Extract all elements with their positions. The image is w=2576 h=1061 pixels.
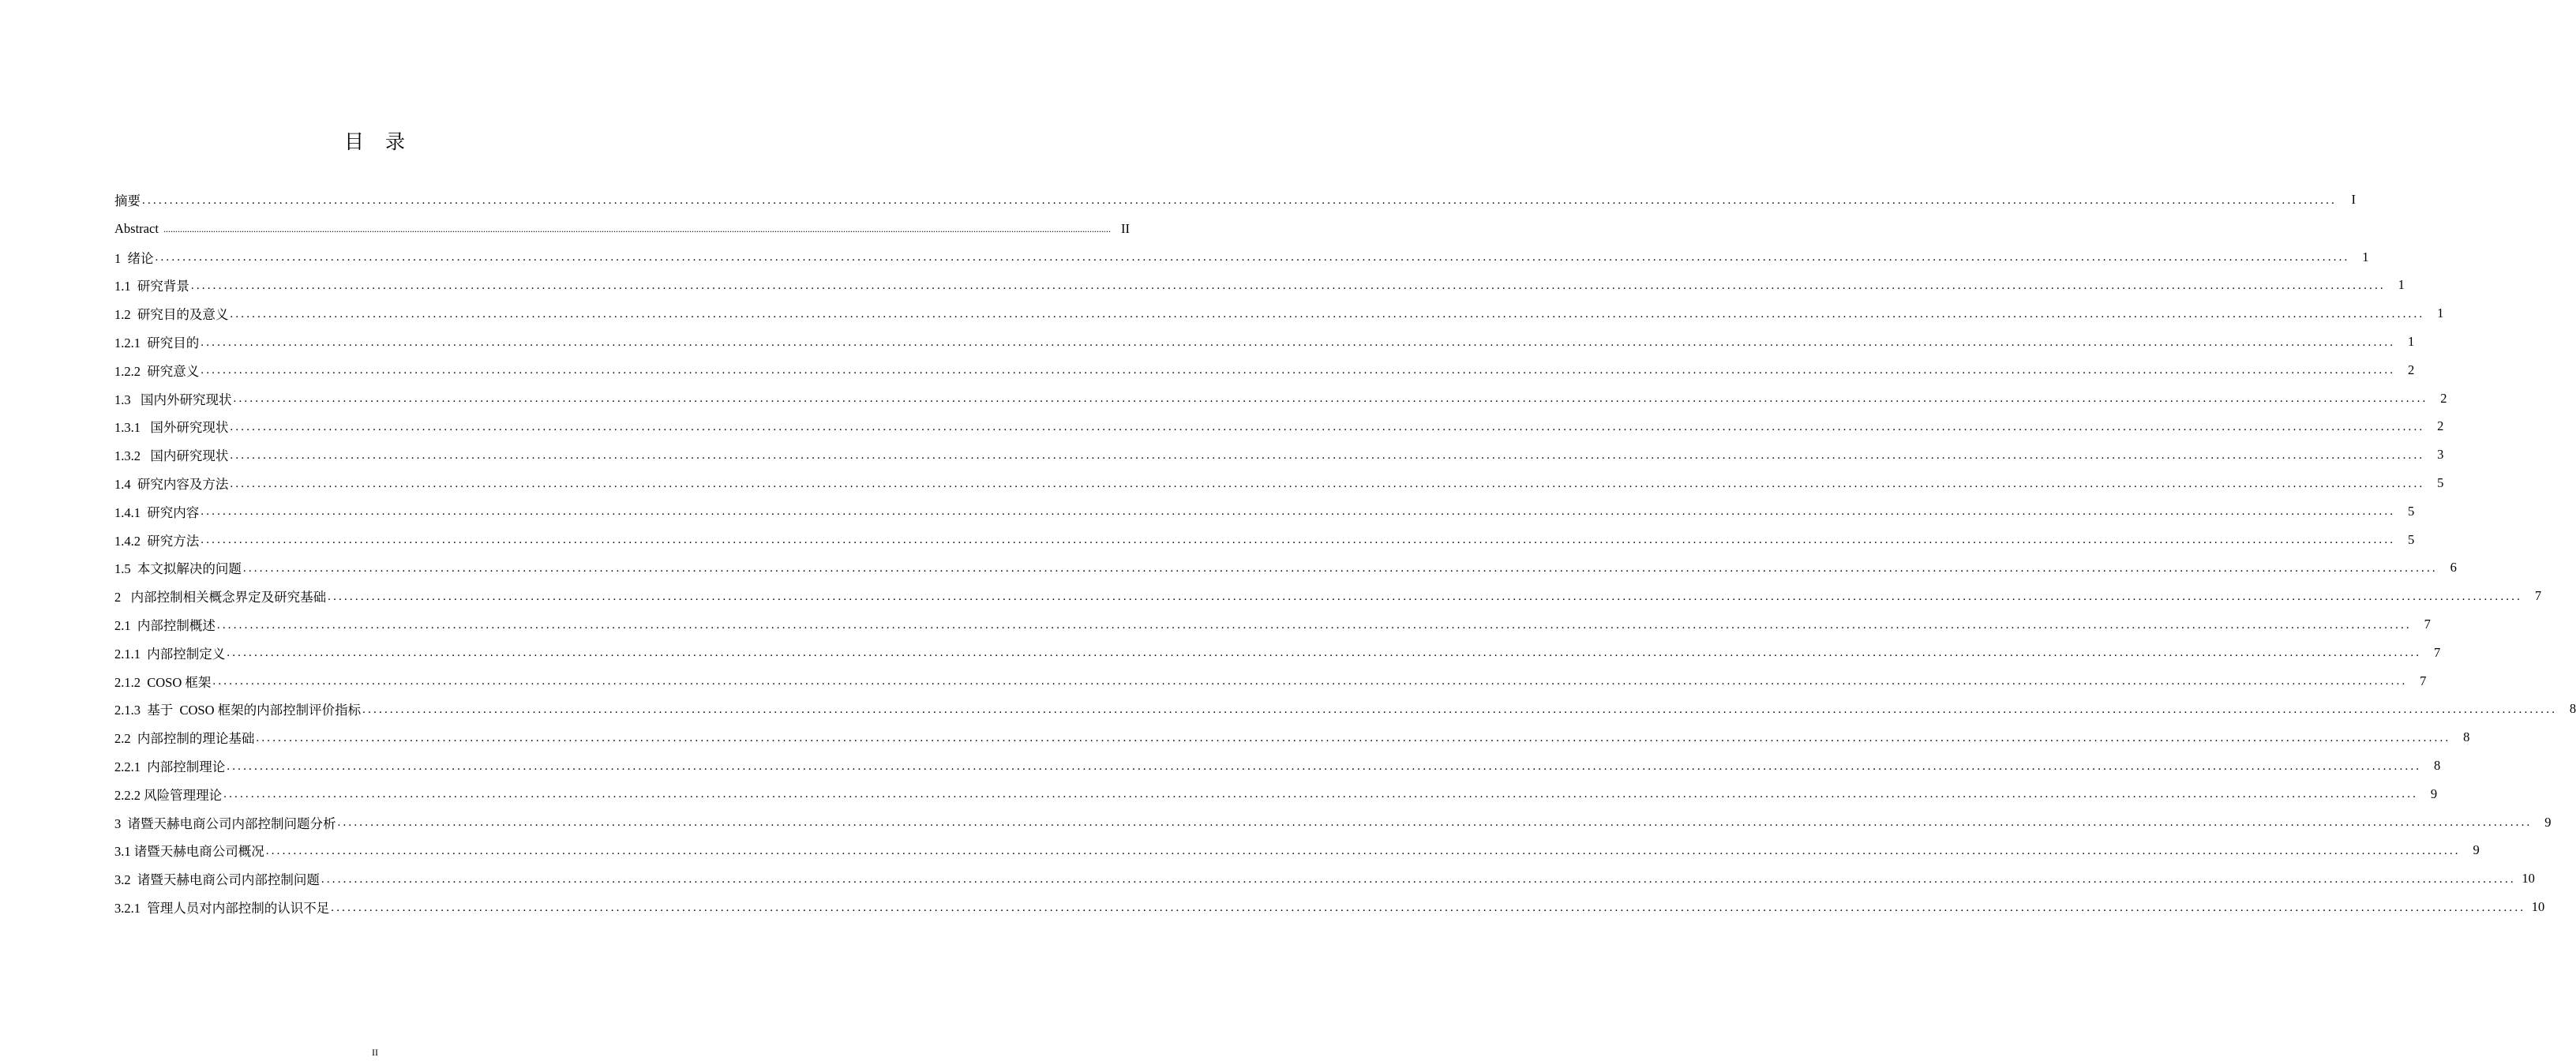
toc-entry-label: 1.5 本文拟解决的问题 <box>114 561 242 577</box>
toc-entry-page: 2 <box>2440 390 2447 406</box>
toc-entry[interactable] <box>114 893 2545 921</box>
toc-entry[interactable] <box>114 667 2427 695</box>
toc-leader-dots: ................................................................................................................................................................................................................................................................................................................................................................................................................ <box>256 731 2451 744</box>
toc-entry-page: 10 <box>2531 899 2545 915</box>
toc-leader-dots: ................................................................................................................................................................................................................................................................................................................................................................................................................ <box>331 901 2526 914</box>
toc-entry-label: 2.1 内部控制概述 <box>114 618 216 634</box>
toc-leader-dots: ................................................................................................................................................................................................................................................................................................................................................................................................................ <box>223 788 2419 801</box>
toc-entry[interactable] <box>114 497 2415 526</box>
toc-leader-dots: ................................................................................................................................................................................................................................................................................................................................................................................................................ <box>328 590 2523 603</box>
toc-entry-label: 1.4.1 研究内容 <box>114 504 200 520</box>
toc-entry-label: 2 内部控制相关概念界定及研究基础 <box>114 590 327 605</box>
toc-entry-label: 1.2 研究目的及意义 <box>114 307 229 323</box>
toc-entry-label: 1.4.2 研究方法 <box>114 533 200 549</box>
toc-entry-page: 2 <box>2437 418 2444 434</box>
toc-leader-dots: ................................................................................................................................................................................................................................................................................................................................................................................................................ <box>216 618 2412 632</box>
toc-entry-label: 1.4 研究内容及方法 <box>114 477 229 493</box>
toc-entry-label: 1.3 国内外研究现状 <box>114 392 232 407</box>
toc-entry[interactable] <box>114 356 2415 384</box>
toc-entry[interactable] <box>114 554 2457 583</box>
toc-entry-label: 2.2.2 风险管理理论 <box>114 787 223 803</box>
toc-leader-dots: ................................................................................................................................................................................................................................................................................................................................................................................................................ <box>201 534 2396 547</box>
page-title: 目 录 <box>343 132 406 153</box>
toc-entry[interactable] <box>114 780 2438 808</box>
toc-entry-label: 3.2 诸暨天赫电商公司内部控制问题 <box>114 872 320 888</box>
toc-entry-page: 7 <box>2420 673 2427 688</box>
toc-entry-page: 7 <box>2434 644 2441 660</box>
toc-entry-page: 7 <box>2424 617 2431 632</box>
toc-entry[interactable] <box>114 582 2542 610</box>
toc-entry-page: 2 <box>2408 362 2415 377</box>
toc-entry[interactable] <box>114 299 2444 328</box>
toc-leader-dots: ................................................................................................................................................................................................................................................................................................................................................................................................................ <box>201 336 2396 349</box>
toc-entry-page: II <box>1121 220 1131 236</box>
toc-leader-dots: ................................................................................................................................................................................................................................................................................................................................................................................................................ <box>155 251 2350 264</box>
toc-entry[interactable] <box>114 272 2405 300</box>
toc-leader-dots: ................................................................................................................................................................................................................................................................................................................................................................................................................ <box>242 561 2438 575</box>
toc-entry-page: 8 <box>2434 758 2441 774</box>
toc-entry-label: 摘要 <box>114 193 141 208</box>
toc-entry-page: 7 <box>2534 588 2542 604</box>
toc-entry[interactable] <box>114 610 2431 639</box>
toc-entry-page: 1 <box>2408 334 2415 350</box>
toc-leader-dots: ................................................................................................................................................................................................................................................................................................................................................................................................................ <box>230 307 2425 321</box>
toc-entry[interactable] <box>114 384 2447 413</box>
toc-entry-label: 1.1 研究背景 <box>114 279 189 294</box>
toc-entry-page: 5 <box>2408 503 2415 519</box>
toc-entry[interactable] <box>114 185 2356 215</box>
toc-entry[interactable] <box>114 413 2444 441</box>
toc-entry-page: 5 <box>2437 475 2444 491</box>
toc-entry[interactable] <box>114 526 2415 554</box>
toc-leader-dots: ................................................................................................................................................................................................................................................................................................................................................................................................................ <box>337 816 2533 830</box>
toc-entry[interactable] <box>114 695 2576 724</box>
toc-entry[interactable] <box>114 864 2535 893</box>
toc-entry-label: 3.1 诸暨天赫电商公司概况 <box>114 844 264 860</box>
toc-leader-dots: ................................................................................................................................................................................................................................................................................................................................................................................................................ <box>163 223 1112 235</box>
toc-entry-label: 3.2.1 管理人员对内部控制的认识不足 <box>114 901 330 917</box>
toc-entry[interactable] <box>114 469 2444 497</box>
toc-entry-page: 5 <box>2408 531 2415 547</box>
toc-leader-dots: ................................................................................................................................................................................................................................................................................................................................................................................................................ <box>233 392 2428 406</box>
toc-leader-dots: ................................................................................................................................................................................................................................................................................................................................................................................................................ <box>230 420 2425 433</box>
toc-entry-label: 2.1.2 COSO 框架 <box>114 674 212 690</box>
toc-leader-dots: ................................................................................................................................................................................................................................................................................................................................................................................................................ <box>142 193 2337 207</box>
toc-leader-dots: ................................................................................................................................................................................................................................................................................................................................................................................................................ <box>227 647 2422 660</box>
toc-entry[interactable] <box>114 837 2480 865</box>
toc-entry-label: 3 诸暨天赫电商公司内部控制问题分析 <box>114 815 336 831</box>
toc-entry-page: 1 <box>2362 249 2369 264</box>
toc-entry-label: 2.2 内部控制的理论基础 <box>114 731 255 747</box>
toc-entry[interactable] <box>114 723 2470 752</box>
toc-entry-page: 9 <box>2544 814 2552 830</box>
toc-entry-label: Abstract <box>114 220 163 236</box>
toc-entry[interactable] <box>114 328 2415 356</box>
toc-entry[interactable] <box>114 215 1131 243</box>
toc-entry-label: 1 绪论 <box>114 250 154 266</box>
toc-leader-dots: ................................................................................................................................................................................................................................................................................................................................................................................................................ <box>230 448 2425 462</box>
toc-entry-label: 1.3.2 国内研究现状 <box>114 448 229 464</box>
toc-entry-label: 1.2.2 研究意义 <box>114 363 200 379</box>
toc-entry-label: 2.1.3 基于 COSO 框架的内部控制评价指标 <box>114 703 362 718</box>
toc-entry-page: 1 <box>2398 277 2405 293</box>
table-of-contents <box>114 185 2576 921</box>
toc-entry[interactable] <box>114 243 2369 272</box>
toc-entry-label: 2.2.1 内部控制理论 <box>114 759 226 775</box>
toc-entry-label: 1.3.1 国外研究现状 <box>114 420 229 436</box>
toc-entry-page: 6 <box>2450 560 2457 575</box>
toc-entry-label: 1.2.1 研究目的 <box>114 336 200 351</box>
toc-leader-dots: ................................................................................................................................................................................................................................................................................................................................................................................................................ <box>362 703 2558 716</box>
toc-entry[interactable] <box>114 808 2552 837</box>
toc-entry[interactable] <box>114 752 2441 780</box>
toc-entry[interactable] <box>114 639 2441 667</box>
toc-leader-dots: ................................................................................................................................................................................................................................................................................................................................................................................................................ <box>212 675 2408 688</box>
toc-leader-dots: ................................................................................................................................................................................................................................................................................................................................................................................................................ <box>227 759 2422 773</box>
toc-entry-page: 8 <box>2569 701 2576 717</box>
toc-leader-dots: ................................................................................................................................................................................................................................................................................................................................................................................................................ <box>201 364 2396 377</box>
toc-entry-page: 1 <box>2437 306 2444 321</box>
toc-entry-label: 2.1.1 内部控制定义 <box>114 646 226 662</box>
toc-entry-page: 8 <box>2463 729 2470 745</box>
toc-leader-dots: ................................................................................................................................................................................................................................................................................................................................................................................................................ <box>230 477 2425 490</box>
toc-entry-page: 3 <box>2437 447 2444 463</box>
toc-leader-dots: ................................................................................................................................................................................................................................................................................................................................................................................................................ <box>321 872 2516 886</box>
toc-entry[interactable] <box>114 441 2444 469</box>
toc-entry-page: 9 <box>2473 842 2480 858</box>
page-number-footer: II <box>372 1047 378 1058</box>
toc-entry-page: I <box>2351 192 2356 207</box>
toc-entry-page: 9 <box>2430 785 2438 801</box>
toc-entry-page: 10 <box>2522 871 2535 887</box>
toc-leader-dots: ................................................................................................................................................................................................................................................................................................................................................................................................................ <box>190 279 2386 292</box>
toc-leader-dots: ................................................................................................................................................................................................................................................................................................................................................................................................................ <box>201 505 2396 519</box>
toc-leader-dots: ................................................................................................................................................................................................................................................................................................................................................................................................................ <box>265 844 2461 857</box>
